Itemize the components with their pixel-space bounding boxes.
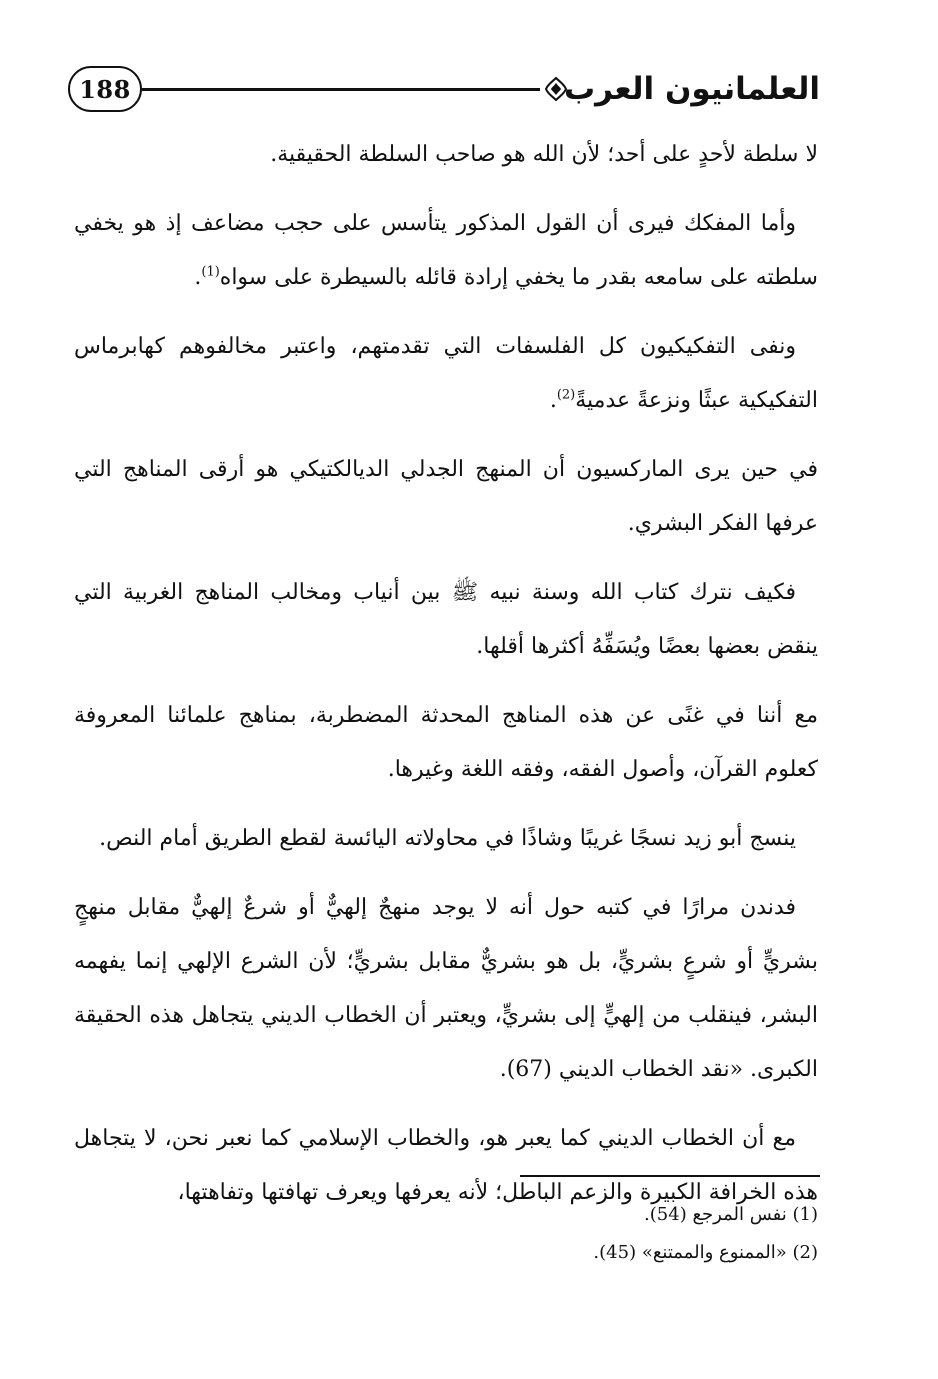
paragraph-end: . (194, 265, 202, 290)
header-rule (142, 88, 540, 91)
paragraph-text: في حين يرى الماركسيون أن المنهج الجدلي الديالكتيكي هو أرقى المناهج التي عرفها الفكر البشري. (74, 457, 818, 536)
paragraph-text: لا سلطة لأحدٍ على أحد؛ لأن الله هو صاحب السلطة الحقيقية. (270, 142, 818, 167)
footnote-marker: (1) (201, 264, 220, 280)
paragraph-text: فدندن مرارًا في كتبه حول أنه لا يوجد منهجٌ إلهيٌّ أو شرعٌ إلهيٌّ مقابل منهجٍ بشريٍّ أو شرعٍ بشريٍّ، بل هو بشريٌّ مقابل بشريٍّ؛ لأن الشرع الإلهي إنما يفهمه البشر، فينقلب من إلهيٍّ إلى بشريٍّ، ويعتبر أن الخطاب الديني يتجاهل هذه الحقيقة الكبرى. «نقد الخطاب الديني (67). (74, 895, 818, 1082)
paragraph (74, 812, 818, 866)
paragraph (74, 566, 818, 674)
paragraph-text: ونفى التفكيكيون كل الفلسفات التي تقدمتهم، واعتبر مخالفوهم كهابرماس التفكيكية عبثًا ونزعةً عدميةً (74, 334, 818, 413)
paragraph-text: فكيف نترك كتاب الله وسنة نبيه ﷺ بين أنياب ومخالب المناهج الغربية التي ينقض بعضها بعضًا ويُسَفِّهُ أكثرها أقلها. (74, 580, 818, 659)
page-header (68, 62, 820, 120)
paragraph (74, 881, 818, 1097)
paragraph-text: ينسج أبو زيد نسجًا غريبًا وشاذًا في محاولاته اليائسة لقطع الطريق أمام النص. (99, 826, 796, 851)
paragraph-text: وأما المفكك فيرى أن القول المذكور يتأسس على حجب مضاعف إذ هو يخفي سلطته على سامعه بقدر ما يخفي إرادة قائله بالسيطرة على سواه (74, 211, 818, 290)
paragraph-text: مع أننا في غنًى عن هذه المناهج المحدثة المضطربة، بمناهج علمائنا المعروفة كعلوم القرآن، وأصول الفقه، وفقه اللغة وغيرها. (74, 703, 818, 782)
footnotes (74, 1196, 818, 1272)
book-title: العلمانيون العرب (563, 71, 820, 107)
footnote-marker: (2) (556, 387, 576, 403)
footnote: (2) «الممنوع والممتنع» (45). (593, 1242, 818, 1263)
paragraph (74, 443, 818, 551)
page-number: 188 (68, 66, 142, 112)
paragraph (74, 197, 818, 305)
footnote: (1) نفس المرجع (54). (644, 1204, 818, 1225)
paragraph-end: . (549, 388, 557, 413)
paragraph (74, 128, 818, 182)
paragraph (74, 689, 818, 797)
footnote-separator (520, 1175, 820, 1177)
body-text (74, 128, 818, 1235)
paragraph-text: مع أن الخطاب الديني كما يعبر هو، والخطاب الإسلامي كما نعبر نحن، لا يتجاهل هذه الخرافة الكبيرة والزعم الباطل؛ لأنه يعرفها ويعرف تهافتها وتفاهتها، (74, 1126, 818, 1205)
paragraph (74, 320, 818, 428)
